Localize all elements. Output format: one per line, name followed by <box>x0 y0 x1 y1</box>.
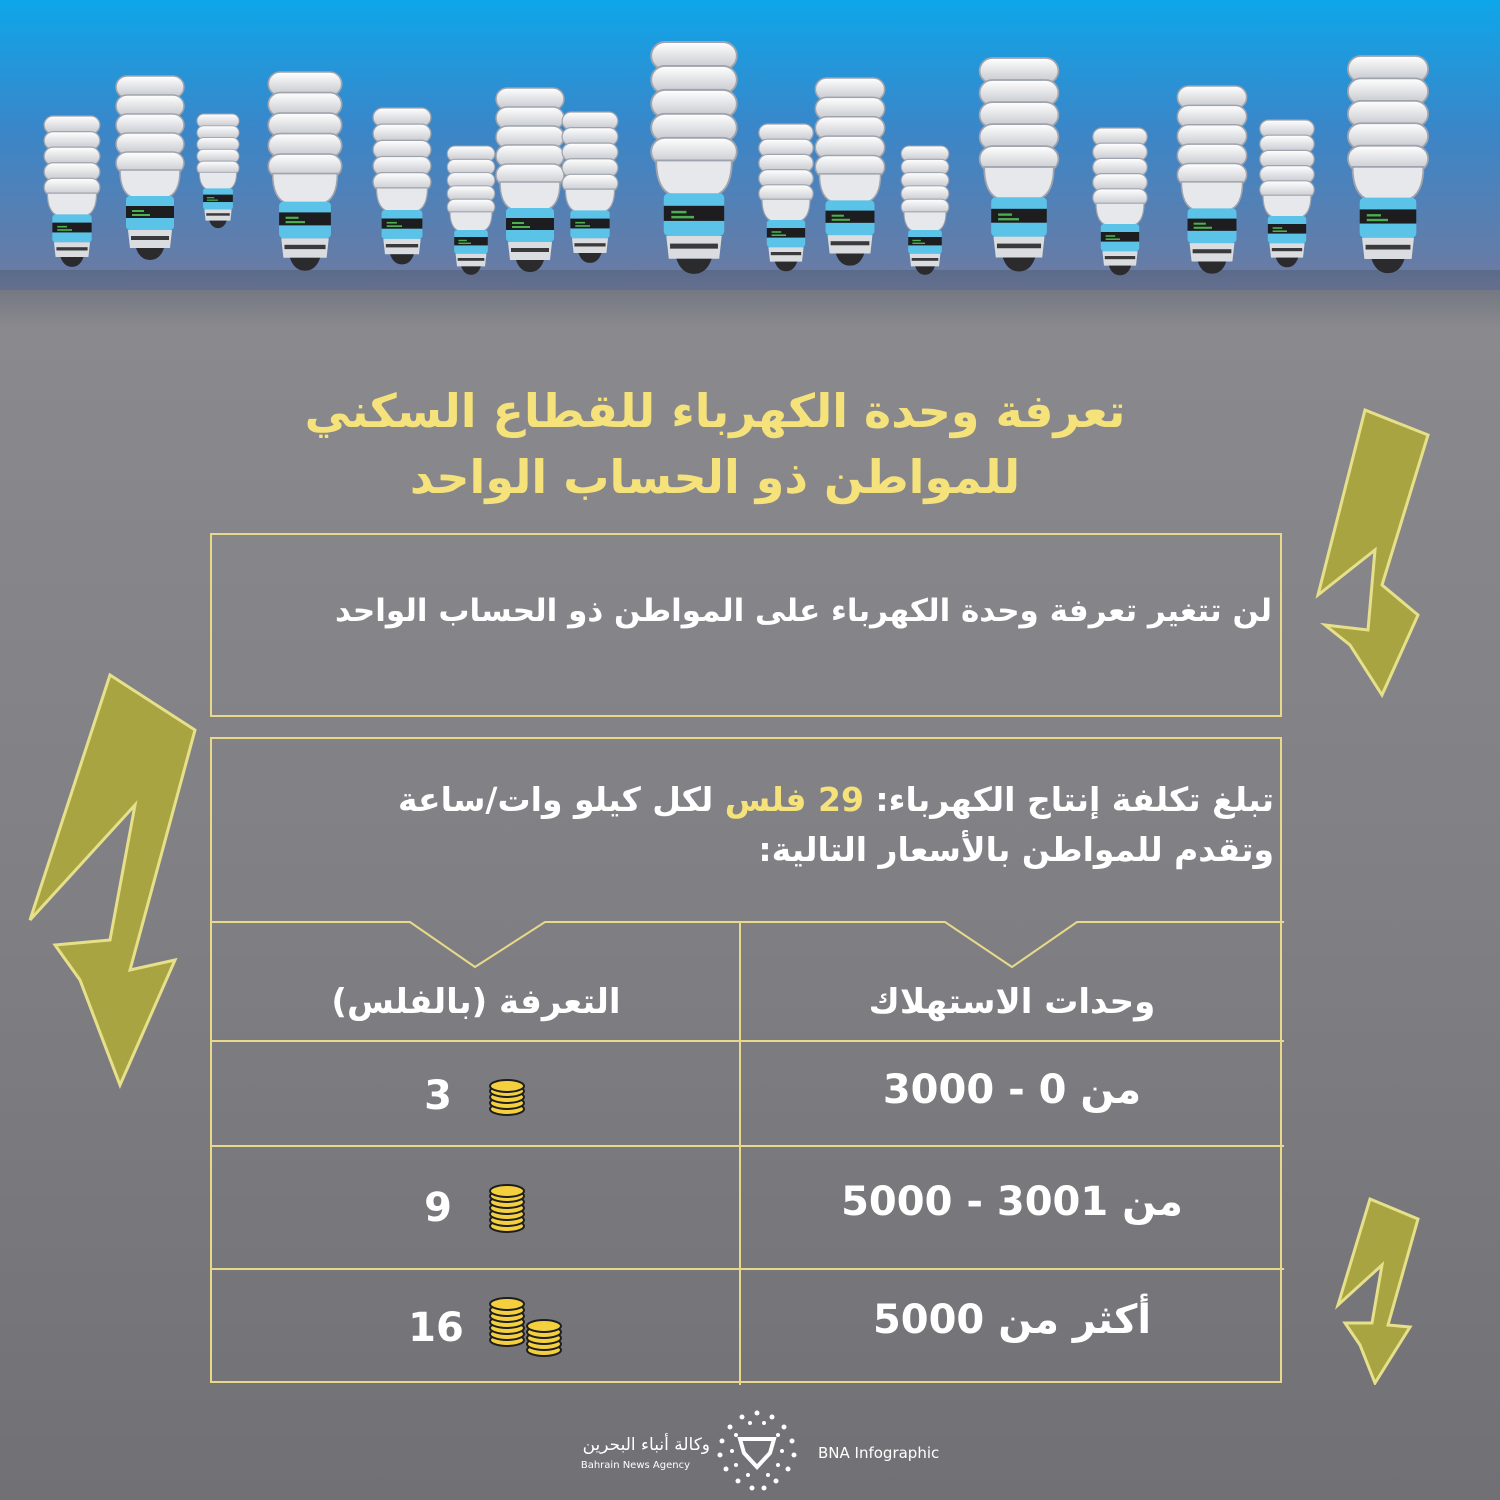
lightning-bolt-icon <box>15 670 200 1090</box>
title-line-2: للمواطن ذو الحساب الواحد <box>409 450 1021 504</box>
agency-name-ar: وكالة أنباء البحرين <box>582 1435 710 1455</box>
cost-line-2: وتقدم للمواطن بالأسعار التالية: <box>758 830 1274 869</box>
footer <box>0 1405 1500 1495</box>
header-units: وحدات الاستهلاك <box>868 982 1156 1022</box>
row-3-units: أكثر من 5000 <box>872 1297 1152 1343</box>
bulbs-row <box>0 0 1500 300</box>
cost-suffix: لكل كيلو وات/ساعة <box>398 780 725 819</box>
cost-prefix: تبلغ تكلفة إنتاج الكهرباء: <box>863 780 1274 819</box>
coin-stack-medium-icon <box>487 1184 529 1234</box>
note-box <box>210 533 1282 717</box>
lightning-bolt-icon <box>1310 405 1440 700</box>
row-3-tariff: 16 <box>408 1305 464 1351</box>
coin-stacks-large-icon <box>487 1292 567 1362</box>
coin-stack-small-icon <box>487 1077 529 1117</box>
bna-logo-icon <box>712 1405 802 1495</box>
bna-infographic-label: BNA Infographic <box>818 1444 940 1462</box>
row-2-tariff: 9 <box>424 1185 452 1231</box>
title-line-1: تعرفة وحدة الكهرباء للقطاع السكني <box>304 384 1126 438</box>
agency-name-en: Bahrain News Agency <box>580 1460 690 1471</box>
row-2-units: من 3001 - 5000 <box>841 1179 1183 1225</box>
lightning-bolt-icon <box>1330 1195 1425 1385</box>
tariff-box <box>210 737 1282 1383</box>
row-1-tariff: 3 <box>424 1073 452 1119</box>
page-title <box>160 378 1270 510</box>
cost-highlight: 29 فلس <box>724 780 864 819</box>
tariff-table-grid <box>212 739 1284 1385</box>
row-1-units: من 0 - 3000 <box>882 1067 1142 1113</box>
header-tariff: التعرفة (بالفلس) <box>331 982 621 1022</box>
note-text: لن تتغير تعرفة وحدة الكهرباء على المواطن ذو الحساب الواحد <box>334 593 1272 629</box>
